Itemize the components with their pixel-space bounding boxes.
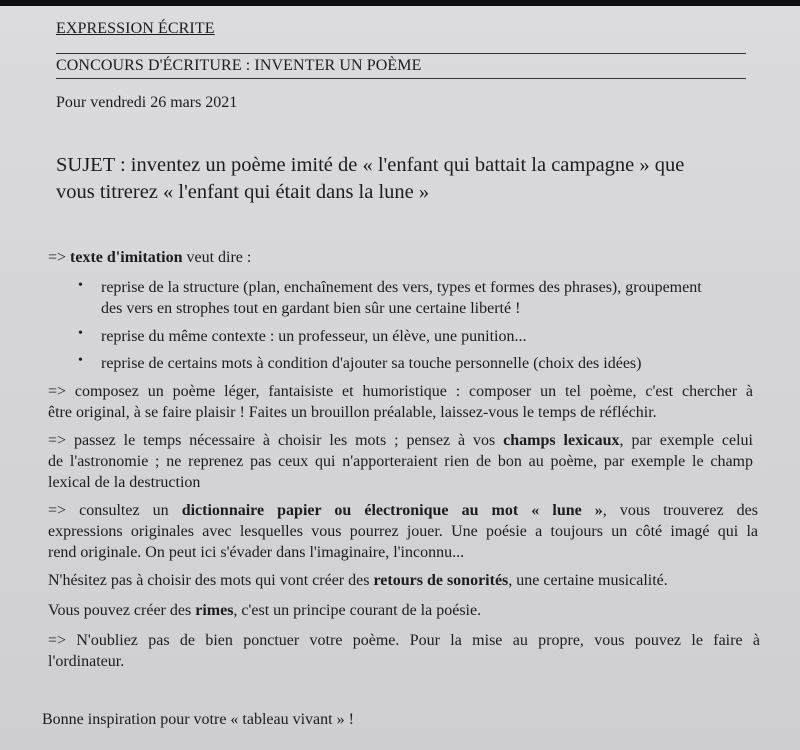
paragraph-dictionary	[48, 500, 758, 563]
highlight-lexical-fields: champs lexicaux	[503, 432, 620, 449]
paragraph-line: => N'oubliez pas de bien ponctuer votre poème. Pour la mise au propre, vous pouvez le faire à	[48, 632, 760, 649]
header-rule-top	[56, 53, 746, 54]
highlight-rhymes: rimes	[195, 602, 234, 619]
bullet-dot: •	[78, 353, 83, 368]
bullet-line: reprise du même contexte : un professeur, un élève, une punition...	[101, 328, 527, 345]
header-subtitle: CONCOURS D'ÉCRITURE : INVENTER UN POÈME	[56, 57, 422, 74]
bullet-line: reprise de la structure (plan, enchaînement des vers, types et formes des phrases), groupement	[101, 279, 702, 296]
imitation-definition	[48, 247, 251, 268]
paragraph-line: => passez le temps nécessaire à choisir les mots ; pensez à vos champs lexicaux, par exemple celui	[48, 432, 753, 449]
header-rule-bottom	[56, 78, 746, 79]
due-date: Pour vendredi 26 mars 2021	[56, 94, 238, 111]
arrow: =>	[48, 249, 67, 266]
header-title: EXPRESSION ÉCRITE	[56, 20, 215, 37]
imitation-rest: veut dire :	[186, 249, 252, 266]
paragraph-compose	[48, 381, 753, 423]
bullet-line: des vers en strophes tout en gardant bien sûr une certaine liberté !	[101, 300, 521, 317]
paragraph-line: être original, à se faire plaisir ! Faites un brouillon préalable, laissez-vous le temps de réfléchir.	[48, 404, 657, 421]
bullet-dot: •	[78, 326, 83, 341]
paragraph-line: l'ordinateur.	[48, 653, 125, 670]
top-edge	[0, 0, 800, 6]
bullet-dot: •	[78, 278, 83, 293]
paragraph-line: rend originale. On peut ici s'évader dans l'imaginaire, l'inconnu...	[48, 544, 465, 561]
assignment-subject	[56, 152, 776, 206]
paragraph-line: expressions originales avec lesquelles vous pourrez jouer. Une poésie a toujours un côté imagé qui la	[48, 523, 758, 540]
paragraph-words	[48, 430, 753, 493]
bullet-item-context	[101, 326, 526, 347]
bullet-line: reprise de certains mots à condition d'ajouter sa touche personnelle (choix des idées)	[101, 355, 642, 372]
imitation-term: texte d'imitation	[70, 249, 183, 266]
paragraph-line: de l'astronomie ; ne reprenez pas ceux qui n'apporteraient rien de bon au poème, par exemple le champ	[48, 453, 753, 470]
subject-line-1: SUJET : inventez un poème imité de « l'enfant qui battait la campagne » que	[56, 154, 685, 176]
paragraph-line: => consultez un dictionnaire papier ou électronique au mot « lune », vous trouverez des	[48, 502, 758, 519]
paragraph-line: => composez un poème léger, fantaisiste et humoristique : composer un tel poème, c'est chercher à	[48, 383, 753, 400]
bullet-item-structure	[101, 277, 753, 319]
paragraph-punctuation	[48, 630, 760, 672]
highlight-dictionary: dictionnaire papier ou électronique au mot « lune »	[181, 502, 603, 519]
closing-line: Bonne inspiration pour votre « tableau vivant » !	[42, 711, 354, 728]
bullet-item-words	[101, 353, 641, 374]
paragraph-sonorities: N'hésitez pas à choisir des mots qui vont créer des retours de sonorités, une certaine musicalité.	[48, 572, 668, 589]
paragraph-line: lexical de la destruction	[48, 474, 201, 491]
highlight-sonorities: retours de sonorités	[373, 572, 509, 589]
subject-line-2: vous titrerez « l'enfant qui était dans la lune »	[56, 181, 430, 203]
paragraph-rhymes: Vous pouvez créer des rimes, c'est un principe courant de la poésie.	[48, 602, 482, 619]
